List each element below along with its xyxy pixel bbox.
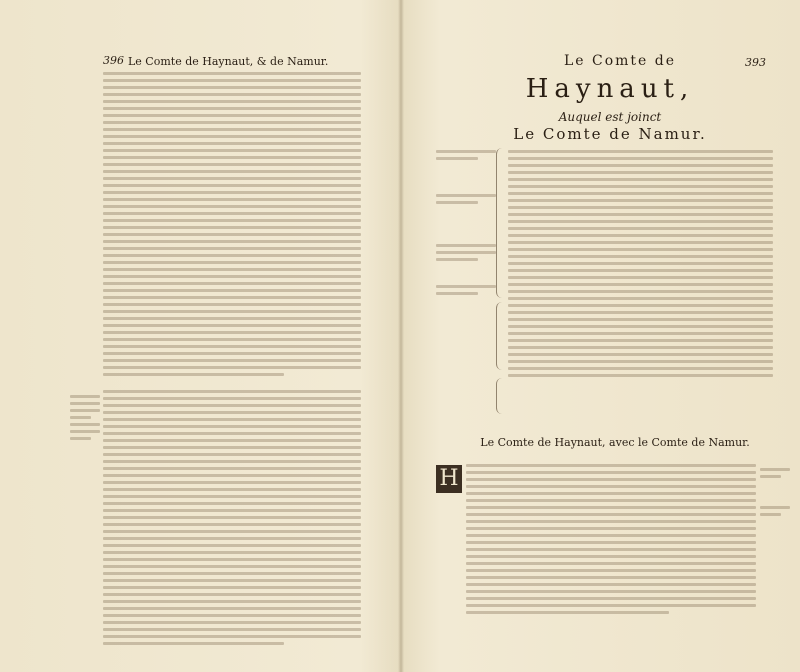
left-page-number: 396 (103, 54, 124, 67)
title-line-1: Le Comte de (563, 53, 677, 69)
page-fold (398, 0, 404, 672)
left-page-header: Le Comte de Haynaut, & de Namur. (128, 55, 329, 68)
title-line-2: Haynaut, (525, 74, 695, 104)
table-brace-1 (496, 148, 505, 298)
left-page-text-upper (103, 72, 361, 380)
right-page-number: 393 (745, 56, 766, 69)
right-margin-notes (760, 468, 790, 520)
table-brace-2 (496, 302, 505, 370)
table-brace-3 (496, 378, 505, 414)
title-line-4: Le Comte de Namur. (513, 125, 707, 143)
left-page-text-lower (103, 390, 361, 649)
decorated-initial: H (436, 465, 462, 493)
left-margin-notes (70, 395, 100, 444)
table-entries (508, 150, 773, 381)
table-left-labels (436, 150, 496, 299)
title-line-3: Auquel est joinct (558, 110, 662, 124)
section-heading: Le Comte de Haynaut, avec le Comte de Namur. (480, 436, 750, 449)
right-page-body-text (466, 464, 756, 618)
